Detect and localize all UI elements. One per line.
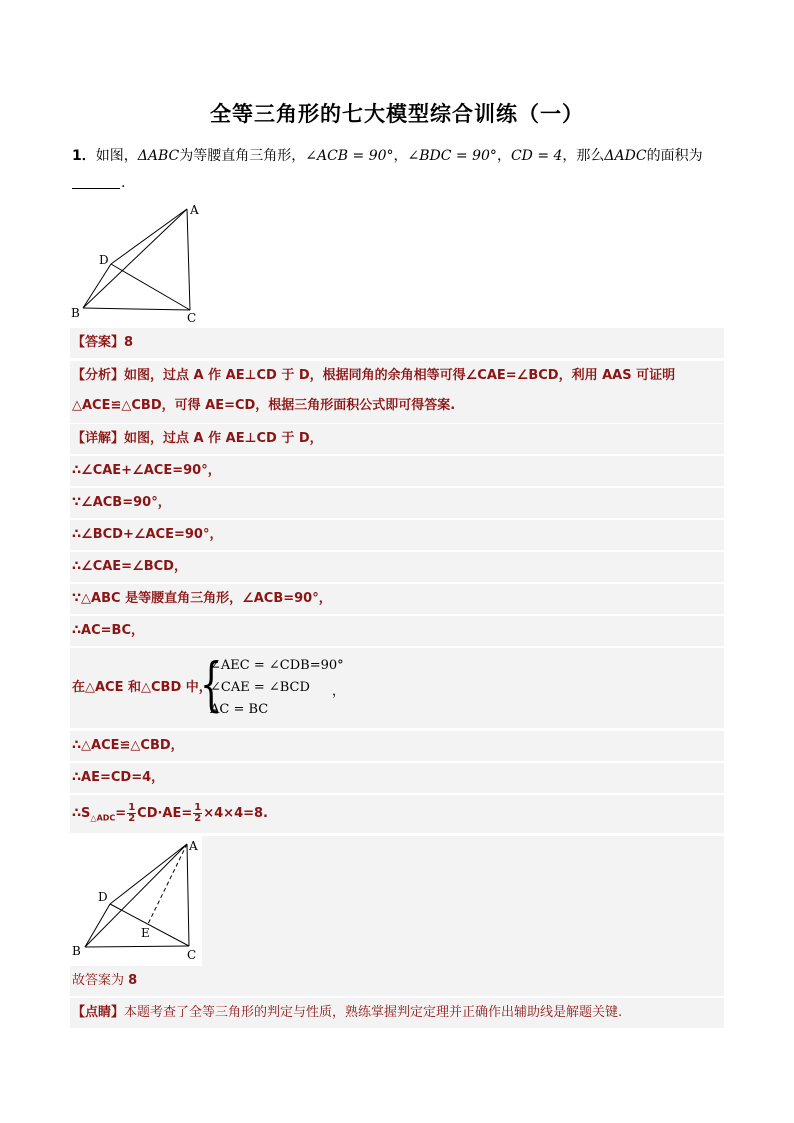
- step-5: ∵△ABC 是等腰直角三角形，∠ACB=90°，: [70, 584, 724, 614]
- step-10-end: ×4×4=8.: [203, 806, 268, 821]
- angle-bdc: ∠BDC = 90°: [407, 148, 497, 164]
- answer-value: 8: [124, 335, 134, 350]
- system-comma: ，: [332, 684, 346, 699]
- step-2: ∵∠ACB=90°，: [70, 488, 724, 518]
- vertex-label-e: E: [141, 926, 150, 940]
- step-3: ∴∠BCD+∠ACE=90°，: [70, 520, 724, 550]
- answer-row: [70, 328, 724, 358]
- triangle-adc: ΔADC: [604, 148, 647, 164]
- question-fragment: ，那么: [562, 148, 605, 164]
- denominator: 2: [194, 813, 202, 824]
- comment-text: 本题考查了全等三角形的判定与性质，熟练掌握判定定理并正确作出辅助线是解题关键.: [124, 1005, 623, 1020]
- step-10-middle: CD·AE=: [137, 806, 193, 821]
- area-symbol: ∴S: [72, 806, 91, 821]
- question-number: 1．: [72, 148, 96, 164]
- segment-dc: [111, 264, 190, 310]
- vertex-label-d: D: [98, 890, 108, 904]
- segment-da: [111, 209, 187, 264]
- denominator: 2: [128, 813, 136, 824]
- detail-tag: 【详解】: [72, 431, 125, 446]
- question-fragment: 的面积为: [646, 148, 703, 164]
- figure-1: [66, 200, 206, 326]
- triangle-abc: ΔABC: [137, 148, 180, 164]
- segment-ac: [187, 209, 190, 310]
- question-text: [72, 145, 703, 165]
- final-answer-value: 8: [128, 973, 138, 988]
- analysis-line-1: 如图，过点 A 作 AE⊥CD 于 D，根据同角的余角相等可得∠CAE=∠BCD，利用 AAS 可证明: [124, 368, 676, 383]
- detail-line: 如图，过点 A 作 AE⊥CD 于 D，: [124, 431, 323, 446]
- step-1: ∴∠CAE+∠ACE=90°，: [70, 456, 724, 486]
- question-fragment: 为等腰直角三角形，: [179, 148, 306, 164]
- segment-bc: [83, 308, 190, 310]
- step-6: ∴AC=BC，: [70, 616, 724, 646]
- equation-system: [200, 650, 350, 720]
- final-answer-row: [70, 966, 724, 996]
- comment-tag: 【点睛】: [72, 1005, 125, 1020]
- step-8: ∴△ACE≌△CBD，: [70, 731, 724, 761]
- vertex-label-b: B: [72, 944, 81, 958]
- equals: =: [115, 806, 127, 821]
- separator: ，: [393, 148, 408, 164]
- analysis-block: [70, 361, 724, 423]
- page-title: 全等三角形的七大模型综合训练（一）: [210, 102, 584, 126]
- numerator: 1: [128, 802, 136, 813]
- step-9: ∴AE=CD=4，: [70, 763, 724, 793]
- system-line-3: AC = BC: [210, 702, 269, 717]
- figure-2: [70, 836, 202, 966]
- angle-acb: ∠ACB = 90°: [305, 148, 394, 164]
- answer-blank: [72, 187, 120, 189]
- comment-row: [70, 998, 724, 1028]
- end-period: .: [121, 175, 126, 191]
- step-7-prefix: 在△ACE 和△CBD 中，: [72, 680, 212, 695]
- step-7: [70, 648, 724, 728]
- analysis-tag: 【分析】: [72, 368, 125, 383]
- vertex-label-c: C: [187, 311, 197, 325]
- separator: ，: [496, 148, 511, 164]
- fraction-half: [127, 803, 136, 824]
- vertex-label-d: D: [99, 253, 109, 267]
- vertex-label-a: A: [189, 839, 198, 853]
- analysis-line-2: △ACE≌△CBD，可得 AE=CD，根据三角形面积公式即可得答案.: [72, 398, 456, 413]
- vertex-label-a: A: [190, 203, 199, 217]
- vertex-label-b: B: [71, 306, 80, 320]
- fraction-half: [193, 803, 202, 824]
- answer-tag: 【答案】: [72, 335, 125, 350]
- length-cd: CD = 4: [510, 148, 563, 164]
- step-4: ∴∠CAE=∠BCD，: [70, 552, 724, 582]
- system-line-1: ∠AEC = ∠CDB=90°: [210, 658, 344, 673]
- step-10: [70, 795, 724, 833]
- numerator: 1: [194, 802, 202, 813]
- brace: {: [200, 650, 223, 718]
- area-subscript: △ADC: [90, 813, 116, 823]
- question-fragment: 如图，: [95, 148, 138, 164]
- vertex-label-c: C: [187, 948, 197, 962]
- system-line-2: ∠CAE = ∠BCD: [210, 680, 310, 695]
- detail-row: [70, 424, 724, 454]
- final-answer-label: 故答案为: [72, 973, 129, 988]
